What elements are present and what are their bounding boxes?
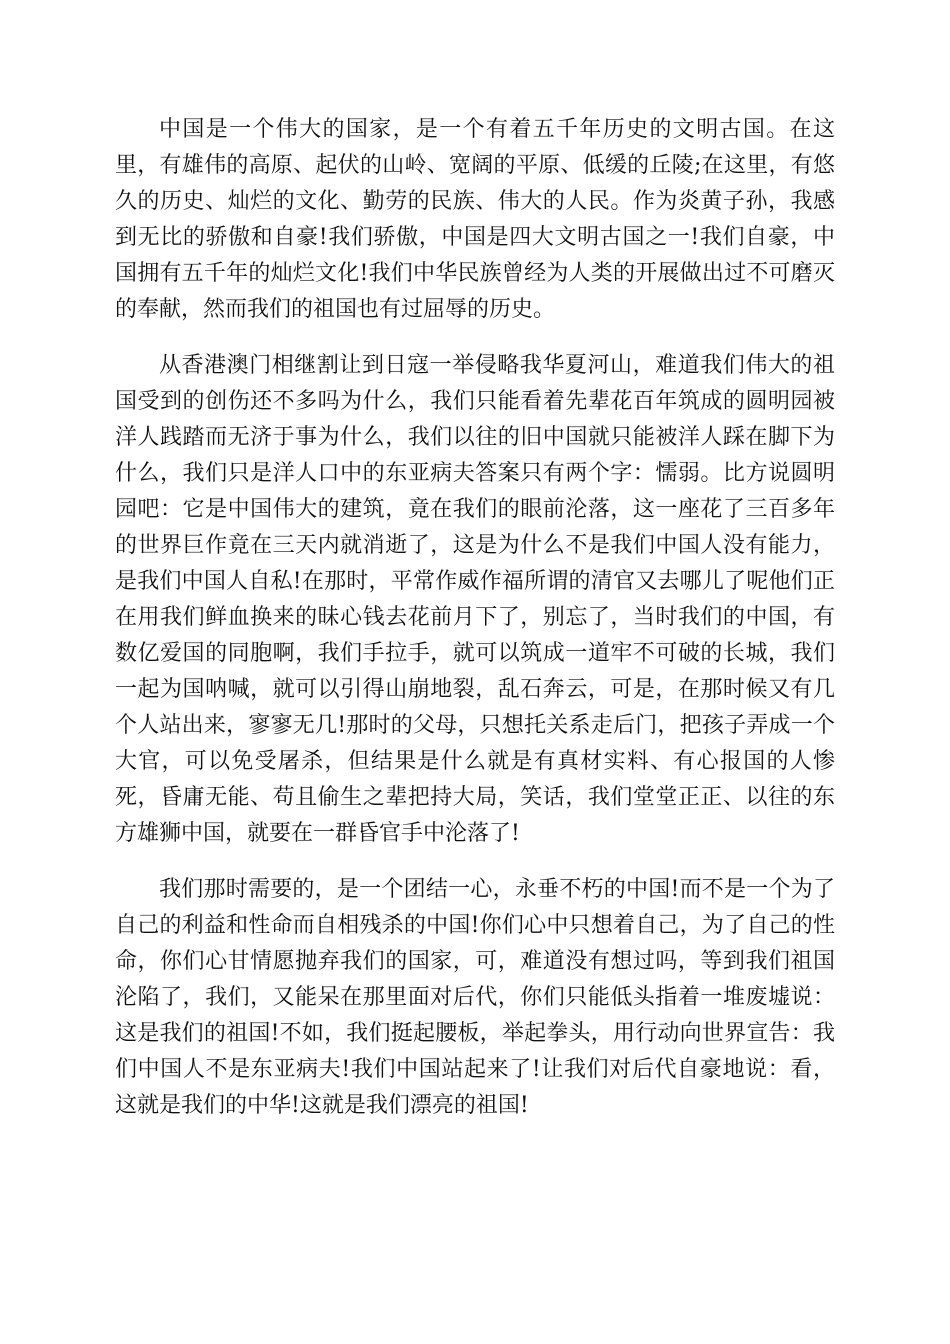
paragraph-3: 我们那时需要的，是一个团结一心，永垂不朽的中国!而不是一个为了自己的利益和性命而自相残杀的中国!你们心中只想着自己，为了自己的性命，你们心甘情愿抛弃我们的国家，可，难道没有想过吗，等到我们祖国沦陷了，我们，又能呆在那里面对后代，你们只能低头指着一堆废墟说：这是我们的祖国!不如，我们挺起腰板，举起拳头，用行动向世界宣告：我们中国人不是东亚病夫!我们中国站起来了!让我们对后代自豪地说：看，这就是我们的中华!这就是我们漂亮的祖国! [115,877,835,1118]
paragraph-2: 从香港澳门相继割让到日寇一举侵略我华夏河山，难道我们伟大的祖国受到的创伤还不多吗为什么，我们只能看着先辈花百年筑成的圆明园被洋人践踏而无济于事为什么，我们以往的旧中国就只能被洋人踩在脚下为什么，我们只是洋人口中的东亚病夫答案只有两个字：懦弱。比方说圆明园吧：它是中国伟大的建筑，竟在我们的眼前沦落，这一座花了三百多年的世界巨作竟在三天内就消逝了，这是为什么不是我们中国人没有能力，是我们中国人自私!在那时，平常作威作福所谓的清官又去哪儿了呢他们正在用我们鲜血换来的昧心钱去花前月下了，别忘了，当时我们的中国，有数亿爱国的同胞啊，我们手拉手，就可以筑成一道牢不可破的长城，我们一起为国呐喊，就可以引得山崩地裂，乱石奔云，可是，在那时候又有几个人站出来，寥寥无几!那时的父母，只想托关系走后门，把孩子弄成一个大官，可以免受屠杀，但结果是什么就是有真材实料、有心报国的人惨死，昏庸无能、苟且偷生之辈把持大局，笑话，我们堂堂正正、以往的东方雄狮中国，就要在一群昏官手中沦落了! [115,353,835,846]
document-body [115,112,835,1144]
paragraph-1: 中国是一个伟大的国家，是一个有着五千年历史的文明古国。在这里，有雄伟的高原、起伏的山岭、宽阔的平原、低缓的丘陵;在这里，有悠久的历史、灿烂的文化、勤劳的民族、伟大的人民。作为炎黄子孙，我感到无比的骄傲和自豪!我们骄傲，中国是四大文明古国之一!我们自豪，中国拥有五千年的灿烂文化!我们中华民族曾经为人类的开展做出过不可磨灭的奉献，然而我们的祖国也有过屈辱的历史。 [115,117,835,322]
